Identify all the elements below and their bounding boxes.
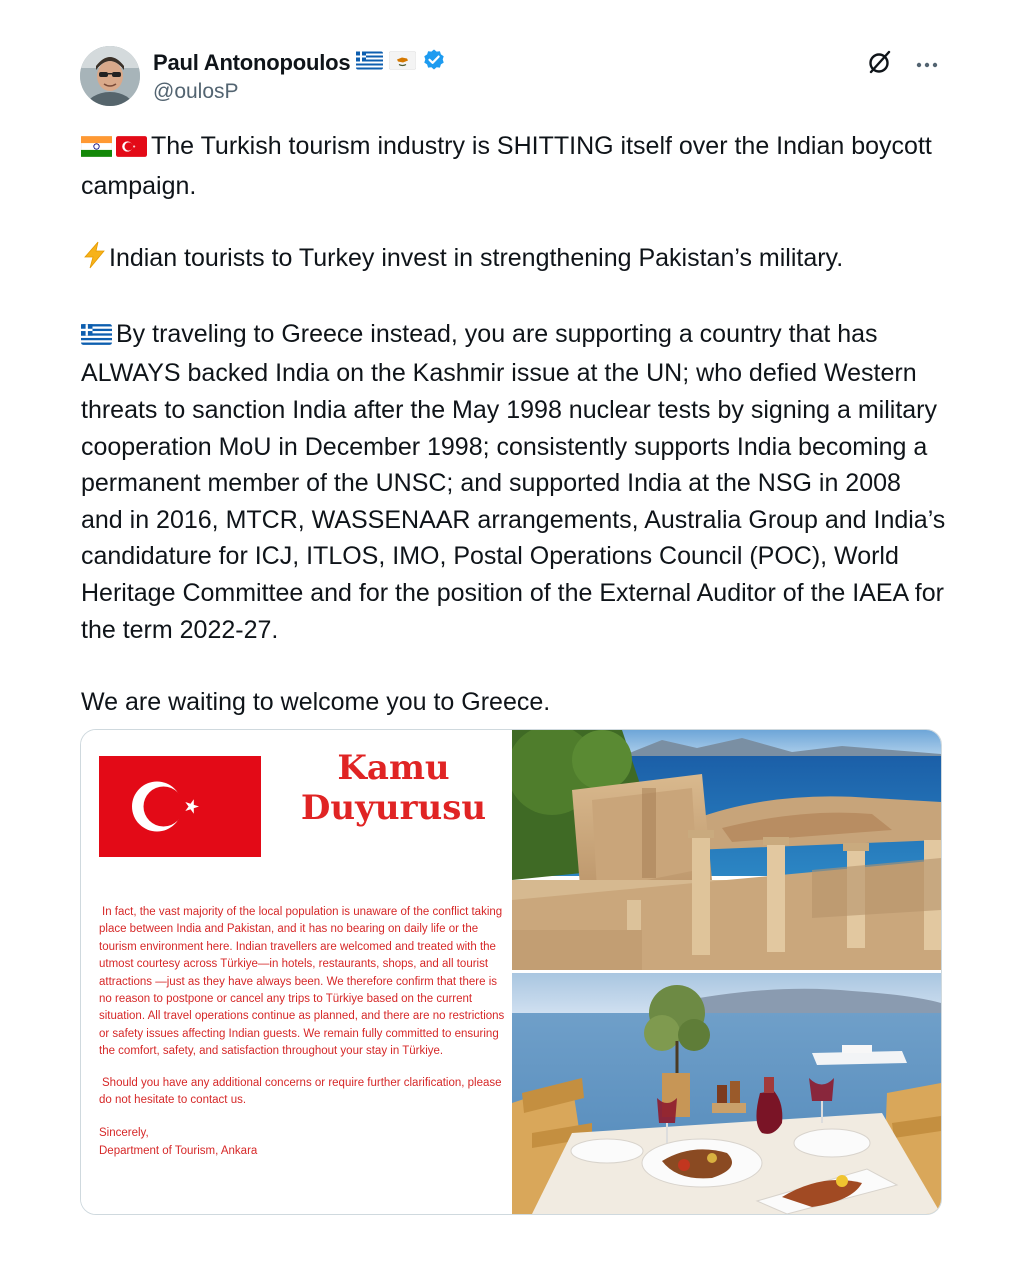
tweet-paragraph-1 [81, 128, 947, 204]
notice-body-paragraph-2: Should you have any additional concerns or require further clarification, please do not hesitate to contact us. [99, 1076, 502, 1107]
notice-title-line-1: Kamu [337, 748, 450, 788]
tweet-text [81, 128, 947, 721]
notice-title-line-2: Duyurusu [300, 788, 487, 828]
notice-body-paragraph-1: In fact, the vast majority of the local population is unaware of the conflict taking place between India and Pakistan, and it has no bearing on daily life or the tourism environment here. Indian travellers are welcomed and treated with the utmost courtesy across Türkiye—in hotels, restaurants, shops, and all tourist attractions —just as they have always been. We therefore confirm that there is no reason to postpone or cancel any trips to Türkiye based on the current situation. All travel operations continue as planned, and there are no restrictions or safety issues affecting Indian guests. We remain fully committed to ensuring the comfort, safety, and satisfaction throughout your stay in Türkiye. [99, 906, 505, 1058]
author-name[interactable]: Paul Antonopoulos [153, 49, 351, 75]
avatar[interactable] [80, 46, 140, 106]
notice-signoff: Sincerely, [99, 1127, 149, 1140]
avatar-photo [80, 46, 140, 106]
tweet-actions [866, 48, 938, 81]
tweet-paragraph-3-text: By traveling to Greece instead, you are supporting a country that has ALWAYS backed India on the Kashmir issue at the UN; who defied Western threats to sanction India after the May 1998 nuclear tests by signing a military cooperation MoU in December 1998; consistently supports India becoming a permanent member of the UNSC; and supported India at the NSG in 2008 and in 2016, MTCR, WASSENAAR arrangements, Australia Group and India’s candidature for ICJ, ITLOS, IMO, Postal Operations Council (POC), World Heritage Committee and for the position of the External Auditor of the IAEA for the term 2022-27. [81, 319, 946, 644]
verified-badge-icon[interactable] [422, 48, 446, 77]
author-handle[interactable]: @oulosP [153, 80, 239, 103]
more-options-icon[interactable] [916, 56, 938, 74]
lightning-icon [81, 241, 109, 280]
cyprus-flag-icon [389, 51, 416, 75]
tweet-paragraph-3 [81, 316, 947, 648]
turkey-flag-graphic [99, 756, 261, 857]
notice-title [286, 748, 501, 828]
greek-ruins-photo[interactable] [512, 730, 941, 970]
turkey-flag-icon [116, 131, 147, 168]
greece-flag-inline-icon [81, 319, 112, 356]
public-notice-image[interactable] [81, 730, 511, 1214]
grok-icon[interactable] [866, 48, 894, 81]
tweet-paragraph-1-text: The Turkish tourism industry is SHITTING itself over the Indian boycott campaign. [81, 132, 932, 200]
notice-signature: Department of Tourism, Ankara [99, 1144, 258, 1157]
tweet-paragraph-2 [81, 240, 947, 280]
notice-body [99, 904, 509, 1160]
tweet-paragraph-2-text: Indian tourists to Turkey invest in strengthening Pakistan’s military. [109, 244, 844, 273]
india-flag-icon [81, 131, 112, 168]
santorini-dinner-photo[interactable] [512, 973, 941, 1214]
tweet-paragraph-4: We are waiting to welcome you to Greece. [81, 688, 551, 717]
greece-flag-icon [356, 51, 383, 75]
media-grid[interactable] [80, 729, 942, 1215]
author-name-row [153, 48, 446, 77]
